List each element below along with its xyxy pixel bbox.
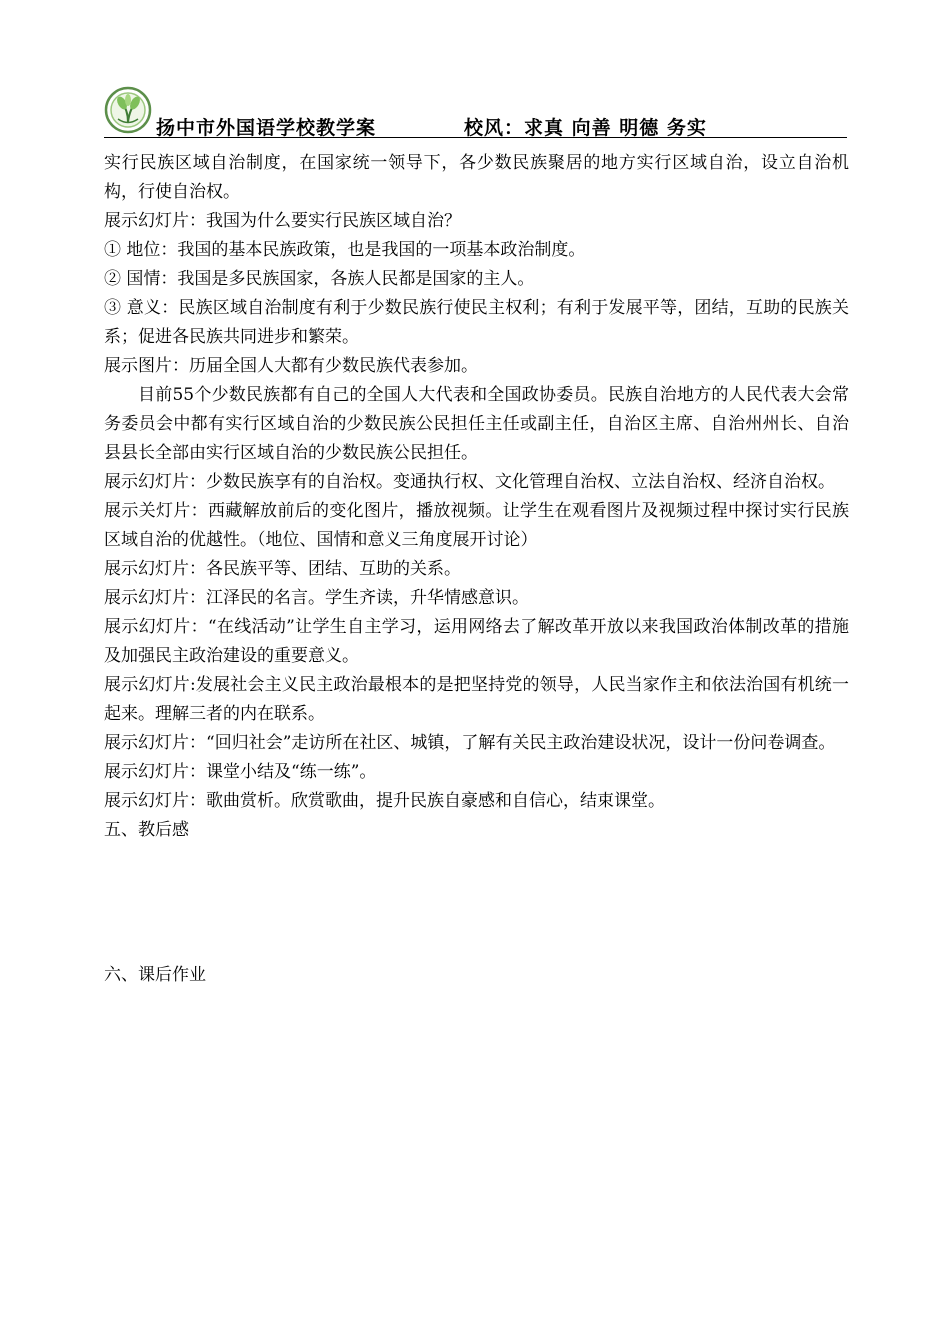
page-header — [104, 84, 847, 138]
paragraph: 展示幻灯片:发展社会主义民主政治最根本的是把坚持党的领导，人民当家作主和依法治国有机统一起来。理解三者的内在联系。 — [104, 675, 849, 724]
paragraph: 展示幻灯片：江泽民的名言。学生齐读，升华情感意识。 — [104, 588, 529, 608]
paragraph: 实行民族区域自治制度，在国家统一领导下，各少数民族聚居的地方实行区域自治，设立自治机构，行使自治权。 — [104, 153, 849, 202]
paragraph: 展示幻灯片：“回归社会”走访所在社区、城镇，了解有关民主政治建设状况，设计一份问卷调查。 — [104, 733, 836, 753]
school-motto: 校风：求真 向善 明德 务实 — [464, 117, 707, 139]
paragraph: 展示幻灯片：课堂小结及“练一练”。 — [104, 762, 377, 782]
paragraph: 展示幻灯片：我国为什么要实行民族区域自治？ — [104, 211, 461, 231]
school-name: 扬中市外国语学校教学案 — [156, 117, 377, 139]
blank-space — [104, 845, 849, 961]
paragraph: 展示幻灯片：各民族平等、团结、互助的关系。 — [104, 559, 461, 579]
paragraph: ① 地位：我国的基本民族政策，也是我国的一项基本政治制度。 — [104, 240, 586, 260]
paragraph: 展示关灯片：西藏解放前后的变化图片，播放视频。让学生在观看图片及视频过程中探讨实行民族区域自治的优越性。（地位、国情和意义三角度展开讨论） — [104, 501, 849, 550]
section-heading-reflection: 五、教后感 — [104, 820, 189, 840]
paragraph: 展示图片：历届全国人大都有少数民族代表参加。 — [104, 356, 478, 376]
paragraph: 目前55个少数民族都有自己的全国人大代表和全国政协委员。民族自治地方的人民代表大会常务委员会中都有实行区域自治的少数民族公民担任主任或副主任，自治区主席、自治州州长、自治县县长全部由实行区域自治的少数民族公民担任。 — [104, 385, 849, 463]
paragraph: 展示幻灯片：歌曲赏析。欣赏歌曲，提升民族自豪感和自信心，结束课堂。 — [104, 791, 665, 811]
paragraph: ③ 意义：民族区域自治制度有利于少数民族行使民主权利；有利于发展平等，团结，互助的民族关系；促进各民族共同进步和繁荣。 — [104, 298, 849, 347]
school-emblem-icon — [104, 86, 152, 134]
document-body — [104, 149, 849, 990]
paragraph: ② 国情：我国是多民族国家，各族人民都是国家的主人。 — [104, 269, 535, 289]
paragraph: 展示幻灯片：少数民族享有的自治权。变通执行权、文化管理自治权、立法自治权、经济自治权。 — [104, 472, 835, 492]
header-rule — [104, 137, 847, 138]
paragraph: 展示幻灯片：“在线活动”让学生自主学习，运用网络去了解改革开放以来我国政治体制改革的措施及加强民主政治建设的重要意义。 — [104, 617, 849, 666]
section-heading-homework: 六、课后作业 — [104, 965, 206, 985]
